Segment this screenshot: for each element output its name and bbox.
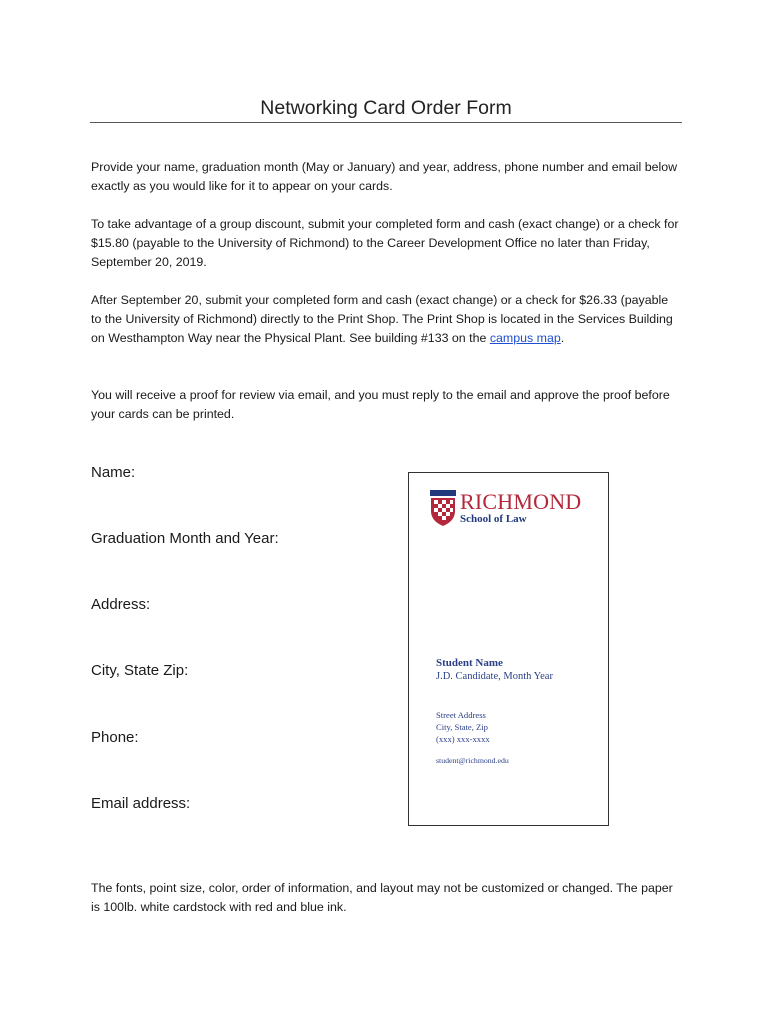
richmond-law-logo	[429, 489, 599, 531]
card-email: student@richmond.edu	[436, 756, 509, 765]
logo-subtitle: School of Law	[460, 513, 527, 525]
card-street: Street Address	[436, 710, 486, 720]
card-city: City, State, Zip	[436, 722, 488, 732]
campus-map-link[interactable]: campus map	[489, 331, 561, 345]
print-shop-period: .	[560, 331, 565, 345]
card-phone: (xxx) xxx-xxxx	[436, 734, 490, 744]
print-shop-paragraph	[91, 291, 681, 348]
page-title: Networking Card Order Form	[90, 96, 682, 123]
address-label: Address:	[91, 596, 151, 613]
group-discount-paragraph: To take advantage of a group discount, submit your completed form and cash (exact change) or a check for $15.80 (payable to the University of Richmond) to the Career Development Office no later than Friday, September 20, 2019.	[91, 217, 679, 269]
city-state-zip-label: City, State Zip:	[91, 662, 189, 679]
name-label: Name:	[91, 464, 136, 481]
card-student-name: Student Name	[436, 657, 503, 669]
card-contact-block	[436, 709, 490, 745]
phone-label: Phone:	[91, 729, 139, 746]
shield-icon	[429, 489, 457, 527]
graduation-label: Graduation Month and Year:	[91, 530, 279, 547]
logo-wordmark: RICHMOND	[460, 489, 582, 514]
intro-paragraph: Provide your name, graduation month (May or January) and year, address, phone number and email below exactly as you would like for it to appear on your cards.	[91, 160, 678, 193]
print-shop-text: After September 20, submit your completed form and cash (exact change) or a check for $26.33 (payable to the University of Richmond) directly to the Print Shop. The Print Shop is located in the Services Building on Westhampton Way near the Physical Plant. See building #133 on the	[91, 293, 673, 345]
footer-note: The fonts, point size, color, order of information, and layout may not be customized or changed. The paper is 100lb. white cardstock with red and blue ink.	[91, 881, 673, 914]
email-label: Email address:	[91, 795, 191, 812]
proof-paragraph: You will receive a proof for review via email, and you must reply to the email and approve the proof before your cards can be printed.	[91, 388, 670, 421]
business-card-sample	[408, 472, 609, 826]
card-candidate-line: J.D. Candidate, Month Year	[436, 671, 553, 682]
